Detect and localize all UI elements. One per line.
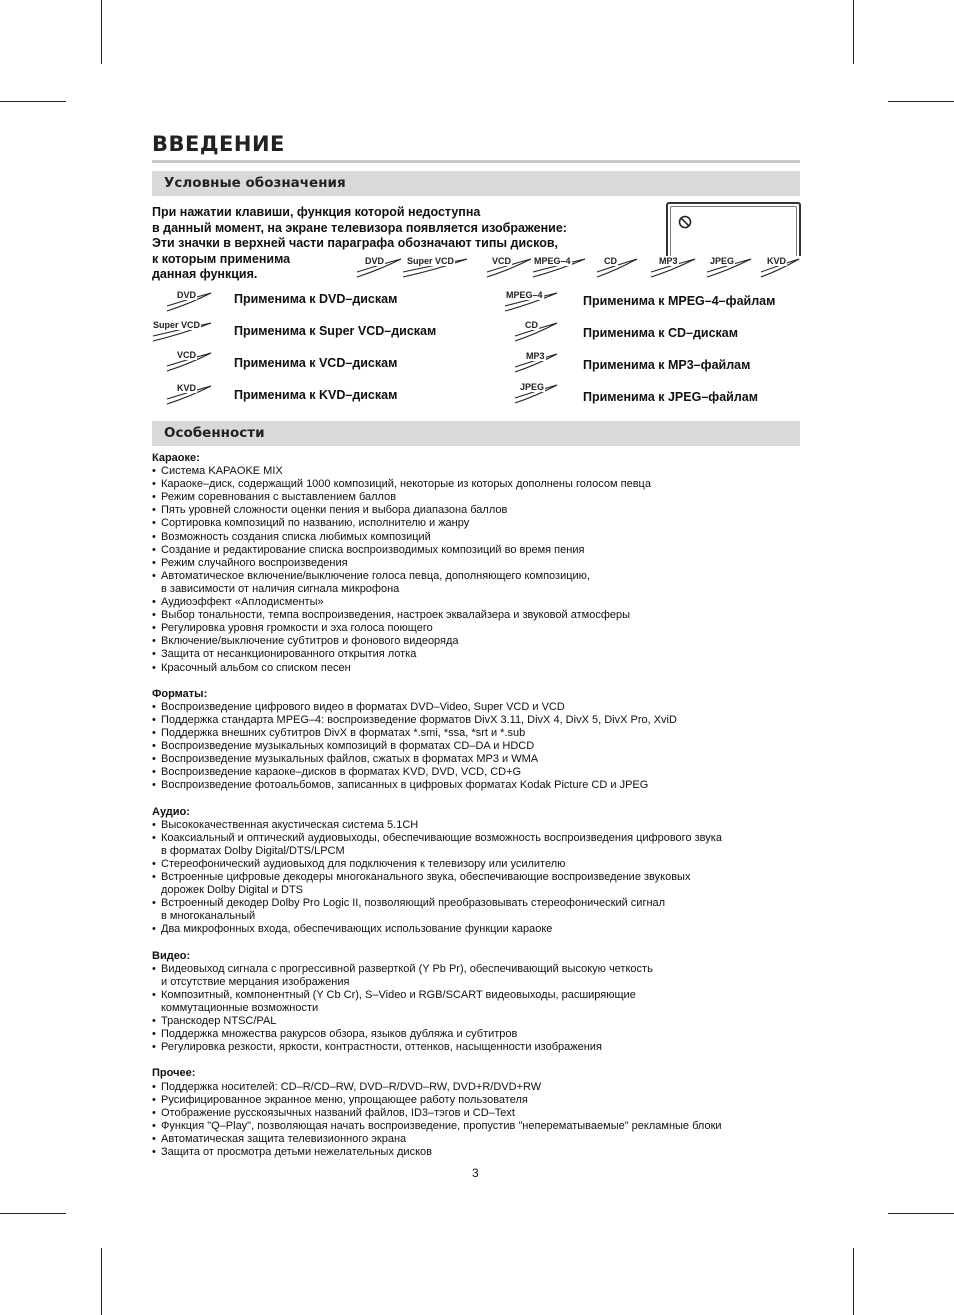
feature-item: • Русифицированное экранное меню, упрощающее работу пользователя [152, 1094, 812, 1107]
disc-icon-cd [596, 256, 638, 278]
feature-item: • Красочный альбом со списком песен [152, 662, 812, 675]
legend-text: Применима к VCD–дискам [234, 356, 398, 370]
section-gap [152, 792, 812, 805]
disc-label: CD [525, 320, 538, 330]
crop-mark [853, 0, 854, 64]
feature-item: • Поддержка стандарта MPEG–4: воспроизведение форматов DivX 3.11, DivX 4, DivX 5, DivX Pro, XviD [152, 714, 812, 727]
disc-icon-cd [514, 320, 558, 342]
crop-mark [101, 1248, 102, 1315]
feature-item: • Режим случайного воспроизведения [152, 557, 812, 570]
feature-item: • Автоматическая защита телевизионного экрана [152, 1133, 812, 1146]
intro-line: При нажатии клавиши, функция которой недоступна [152, 205, 481, 219]
disc-icon-mpeg4 [532, 256, 586, 278]
intro-line: данная функция. [152, 267, 258, 281]
disc-label: DVD [177, 290, 197, 300]
disc-icon-jpeg [514, 382, 558, 404]
intro-line: к которым применима [152, 251, 291, 266]
feature-item: • Система KAPAOKE MIX [152, 465, 812, 478]
feature-item-continuation: и отсутствие мерцания изображения [161, 975, 350, 988]
section-heading: Особенности [164, 425, 265, 441]
feature-item: • Защита от просмотра детьми нежелательных дисков [152, 1146, 812, 1159]
disc-label: VCD [177, 350, 197, 360]
disc-icon-kvd [166, 383, 212, 405]
feature-item: • Два микрофонных входа, обеспечивающих использование функции караоке [152, 923, 812, 936]
feature-item: • Стереофонический аудиовыход для подключения к телевизору или усилителю [152, 858, 812, 871]
disc-label: MPEG–4 [534, 256, 571, 266]
feature-item: • Поддержка внешних субтитров DivX в форматах *.smi, *ssa, *srt и *.sub [152, 727, 812, 740]
disc-label: Super VCD [153, 320, 201, 330]
disc-icon-super-vcd [152, 320, 212, 342]
disc-label: JPEG [520, 382, 545, 392]
feature-section-title: Прочее: [152, 1067, 196, 1080]
tv-screen [670, 206, 797, 256]
feature-item: • Автоматическое включение/выключение голоса певца, дополняющего композицию, [152, 570, 812, 583]
crop-mark [0, 1213, 66, 1214]
feature-item: • Отображение русскоязычных названий файлов, ID3–тэгов и CD–Text [152, 1107, 812, 1120]
feature-item: • Воспроизведение цифрового видео в форматах DVD–Video, Super VCD и VCD [152, 701, 812, 714]
feature-item: • Видеовыход сигнала с прогрессивной разверткой (Y Pb Pr), обеспечивающий высокую четкость [152, 963, 812, 976]
crop-mark [101, 0, 102, 64]
feature-item: • Воспроизведение музыкальных композиций в форматах CD–DA и HDCD [152, 740, 812, 753]
crop-mark [888, 101, 954, 102]
feature-item-continuation: в многоканальный [161, 910, 256, 923]
feature-item: • Воспроизведение музыкальных файлов, сжатых в форматах MP3 и WMA [152, 753, 812, 766]
feature-section-title: Караоке: [152, 452, 200, 464]
section-gap [152, 675, 812, 688]
feature-item: • Сортировка композиций по названию, исполнителю и жанру [152, 517, 812, 530]
section-band-symbols [152, 171, 800, 196]
disc-label: MP3 [526, 351, 545, 361]
title-rule [152, 160, 800, 163]
legend-text: Применима к DVD–дискам [234, 292, 398, 306]
disc-icon-jpeg [706, 256, 752, 278]
section-gap [152, 1054, 812, 1067]
feature-item: • Встроенные цифровые декодеры многоканального звука, обеспечивающие воспроизведение звуковых [152, 871, 812, 884]
legend-text: Применима к MP3–файлам [583, 358, 751, 372]
legend-text: Применима к KVD–дискам [234, 388, 398, 402]
disc-icon-dvd [166, 290, 212, 312]
disc-label: KVD [767, 256, 787, 266]
legend-text: Применима к CD–дискам [583, 326, 739, 340]
disc-label: Super VCD [407, 256, 455, 266]
intro-line: в данный момент, на экране телевизора появляется изображение: [152, 220, 567, 235]
section-band-features [152, 421, 800, 446]
section-gap [152, 936, 812, 949]
feature-item: • Встроенный декодер Dolby Pro Logic II, позволяющий преобразовывать стереофонический сигнал [152, 897, 812, 910]
feature-item: • Функция "Q–Play", позволяющая начать воспроизведение, пропустив "неперематываемые" рекламные блоки [152, 1120, 812, 1133]
crop-mark [853, 1248, 854, 1315]
feature-section-title: Форматы: [152, 687, 208, 700]
feature-item: • Защита от несанкционированного открытия лотка [152, 648, 812, 661]
legend-text: Применима к JPEG–файлам [583, 390, 758, 404]
feature-item: • Пять уровней сложности оценки пения и выбора диапазона баллов [152, 504, 812, 517]
disc-icon-kvd [760, 256, 800, 278]
feature-item-continuation: коммутационные возможности [161, 1001, 319, 1014]
feature-item: • Коаксиальный и оптический аудиовыходы, обеспечивающие возможность воспроизведения цифрового звука [152, 832, 812, 845]
feature-item: • Возможность создания списка любимых композиций [152, 531, 812, 544]
feature-item: • Транскодер NTSC/PAL [152, 1015, 812, 1028]
feature-item: • Поддержка множества ракурсов обзора, языков дубляжа и субтитров [152, 1028, 812, 1041]
intro-line: Эти значки в верхней части параграфа обозначают типы дисков, [152, 236, 558, 250]
disc-icon-mp3 [514, 351, 558, 373]
disc-icon-vcd [486, 256, 532, 278]
feature-item: • Поддержка носителей: CD–R/CD–RW, DVD–R/DVD–RW, DVD+R/DVD+RW [152, 1081, 812, 1094]
disc-icon-vcd [166, 350, 212, 372]
disc-label: DVD [365, 256, 385, 266]
feature-item: • Композитный, компонентный (Y Cb Cr), S–Video и RGB/SCART видеовыходы, расширяющие [152, 989, 812, 1002]
feature-item-continuation: в зависимости от наличия сигнала микрофона [161, 582, 400, 595]
feature-item: • Включение/выключение субтитров и фонового видеоряда [152, 635, 812, 648]
feature-item: • Воспроизведение фотоальбомов, записанных в цифровых форматах Kodak Picture CD и JPEG [152, 779, 812, 792]
feature-item: • Караоке–диск, содержащий 1000 композиций, некоторые из которых дополнены голосом певца [152, 478, 812, 491]
disc-label: KVD [177, 383, 197, 393]
feature-item: • Регулировка уровня громкости и эха голоса поющего [152, 622, 812, 635]
feature-item: • Аудиоэффект «Аплодисменты» [152, 596, 812, 609]
tv-screen-illustration [666, 202, 801, 256]
feature-item: • Регулировка резкости, яркости, контрастности, оттенков, насыщенности изображения [152, 1041, 812, 1054]
disc-label: MPEG–4 [506, 290, 543, 300]
section-heading: Условные обозначения [164, 175, 346, 191]
prohibited-icon [678, 215, 692, 229]
crop-mark [888, 1213, 954, 1214]
feature-item: • Выбор тональности, темпа воспроизведения, настроек эквалайзера и звуковой атмосферы [152, 609, 812, 622]
feature-item: • Воспроизведение караоке–дисков в форматах KVD, DVD, VCD, CD+G [152, 766, 812, 779]
feature-item: • Высококачественная акустическая система 5.1CH [152, 819, 812, 832]
feature-item-continuation: дорожек Dolby Digital и DTS [161, 884, 303, 897]
page-title: ВВЕДЕНИЕ [152, 132, 285, 156]
legend-text: Применима к MPEG–4–файлам [583, 294, 776, 308]
feature-section-title: Аудио: [152, 805, 190, 818]
feature-item: • Режим соревнования с выставлением баллов [152, 491, 812, 504]
disc-icon-super-vcd [402, 256, 468, 278]
legend-text: Применима к Super VCD–дискам [234, 324, 437, 338]
disc-label: VCD [492, 256, 512, 266]
disc-label: CD [604, 256, 617, 266]
disc-icon-mp3 [650, 256, 696, 278]
page-number: 3 [472, 1166, 479, 1180]
disc-label: MP3 [659, 256, 678, 266]
features-list [152, 452, 812, 1159]
disc-icon-mpeg4 [504, 290, 558, 312]
crop-mark [0, 101, 66, 102]
disc-label: JPEG [710, 256, 735, 266]
disc-icon-dvd [356, 256, 402, 278]
feature-section-title: Видео: [152, 949, 191, 962]
feature-item-continuation: в форматах Dolby Digital/DTS/LPCM [161, 844, 345, 857]
feature-item: • Создание и редактирование списка воспроизводимых композиций во время пения [152, 544, 812, 557]
